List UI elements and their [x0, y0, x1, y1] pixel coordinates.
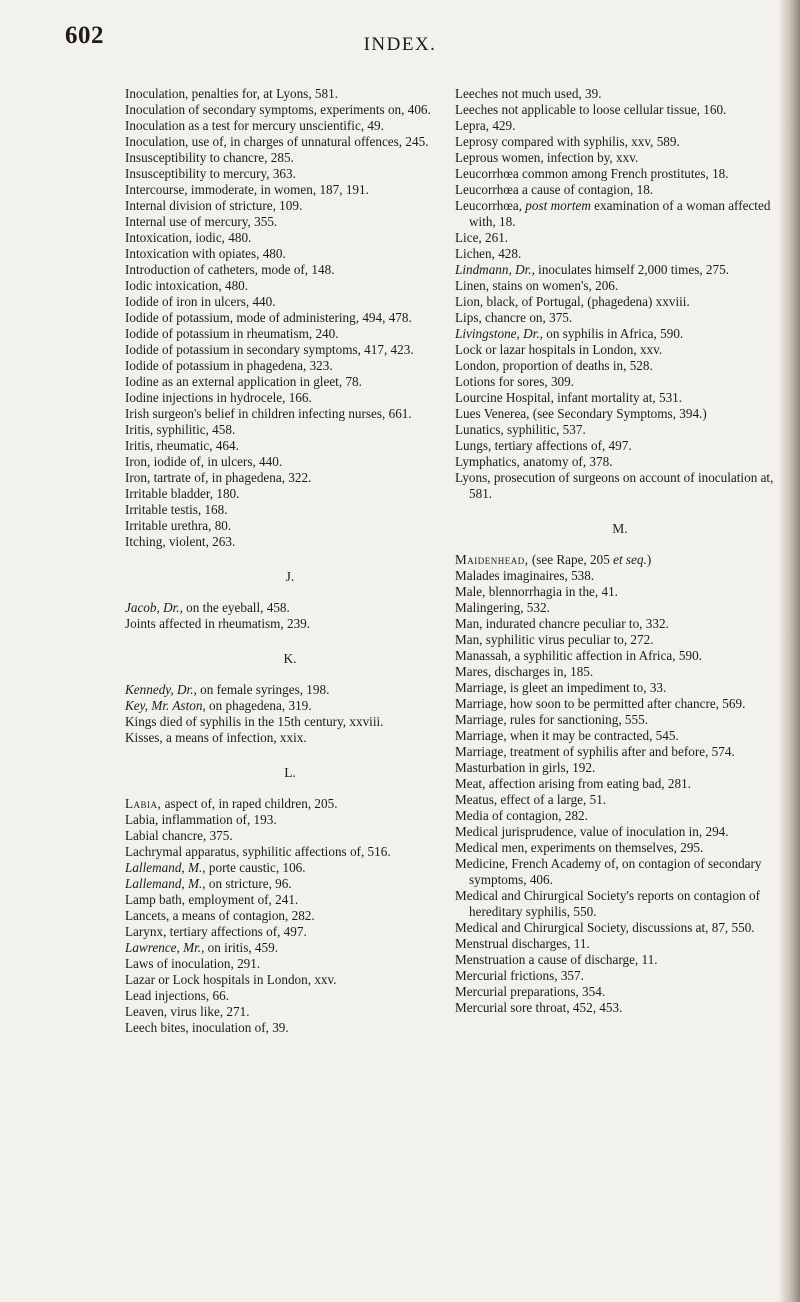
entry-text: Lice, 261. [455, 230, 509, 245]
entry-text: Iodic intoxication, 480. [125, 278, 249, 293]
index-entry [125, 230, 455, 246]
index-entry [125, 358, 455, 374]
index-entry [455, 358, 785, 374]
entry-text: Internal division of stricture, 109. [125, 198, 303, 213]
entry-text: Mercurial preparations, 354. [455, 984, 606, 999]
index-entry [455, 584, 785, 600]
entry-text: Lyons, prosecution of surgeons on account of inoculation at, 581. [455, 470, 774, 501]
index-entry [125, 438, 455, 454]
index-entry [125, 956, 455, 972]
index-entry [455, 808, 785, 824]
index-entry [125, 812, 455, 828]
entry-text: Leucorrhœa common among French prostitutes, 18. [455, 166, 729, 181]
index-entry [455, 968, 785, 984]
index-entry [455, 760, 785, 776]
index-entry [125, 924, 455, 940]
index-entry [455, 744, 785, 760]
entry-text: Mercurial sore throat, 452, 453. [455, 1000, 623, 1015]
section-letter-l: L. [284, 765, 296, 780]
entry-text: Marriage, rules for sanctioning, 555. [455, 712, 648, 727]
index-entry [455, 230, 785, 246]
index-entry [455, 406, 785, 422]
entry-text: on phagedena, 319. [205, 698, 312, 713]
index-entry [125, 892, 455, 908]
index-entry [125, 326, 455, 342]
entry-author-italic: Lawrence, Mr., [125, 940, 205, 955]
entry-text: Iron, tartrate of, in phagedena, 322. [125, 470, 312, 485]
entry-text: porte caustic, 106. [205, 860, 306, 875]
entry-text: Medical jurisprudence, value of inoculation in, 294. [455, 824, 729, 839]
entry-text: Labial chancre, 375. [125, 828, 233, 843]
index-entry [125, 730, 455, 746]
index-entry [125, 278, 455, 294]
index-entry [125, 682, 455, 698]
entry-text: Iron, iodide of, in ulcers, 440. [125, 454, 283, 469]
index-entry [455, 198, 785, 230]
entry-text: Irritable urethra, 80. [125, 518, 232, 533]
index-entry [455, 342, 785, 358]
index-entry [455, 310, 785, 326]
entry-text: Iodine injections in hydrocele, 166. [125, 390, 312, 405]
index-entry [125, 310, 455, 326]
index-entry [455, 262, 785, 278]
entry-text: Iritis, rheumatic, 464. [125, 438, 239, 453]
entry-text: Medicine, French Academy of, on contagion of secondary symptoms, 406. [455, 856, 762, 887]
entry-text: Medical men, experiments on themselves, 295. [455, 840, 704, 855]
index-entry [125, 454, 455, 470]
index-entry [125, 1020, 455, 1036]
entries-k [125, 682, 455, 746]
entry-text: Inoculation as a test for mercury unscientific, 49. [125, 118, 384, 133]
index-entry [455, 390, 785, 406]
entry-text: Irritable bladder, 180. [125, 486, 240, 501]
entry-text: Lymphatics, anatomy of, 378. [455, 454, 613, 469]
entry-text: Leeches not applicable to loose cellular tissue, 160. [455, 102, 727, 117]
index-entry [125, 698, 455, 714]
index-entry [125, 198, 455, 214]
entry-text: Leprous women, infection by, xxv. [455, 150, 639, 165]
index-entry [455, 856, 785, 888]
entry-text: Mercurial frictions, 357. [455, 968, 584, 983]
entry-text: Mares, discharges in, 185. [455, 664, 594, 679]
index-entry [125, 214, 455, 230]
index-entry [125, 262, 455, 278]
entry-text: Intoxication, iodic, 480. [125, 230, 252, 245]
entry-author-italic: Key, Mr. Aston, [125, 698, 206, 713]
entries-l [125, 796, 455, 1036]
entry-text: Man, indurated chancre peculiar to, 332. [455, 616, 669, 631]
entry-text: Lips, chancre on, 375. [455, 310, 573, 325]
entry-text: Kings died of syphilis in the 15th century, xxviii. [125, 714, 384, 729]
index-entry [455, 374, 785, 390]
entry-text: Internal use of mercury, 355. [125, 214, 278, 229]
index-entry [125, 422, 455, 438]
entry-text: Leucorrhœa a cause of contagion, 18. [455, 182, 654, 197]
index-entry [455, 984, 785, 1000]
index-entry [125, 182, 455, 198]
index-entry [455, 728, 785, 744]
index-entry [125, 972, 455, 988]
index-entry [125, 714, 455, 730]
index-entry [125, 796, 455, 812]
index-entry [125, 876, 455, 892]
entry-text: Inoculation, penalties for, at Lyons, 581. [125, 86, 338, 101]
index-entry [125, 470, 455, 486]
index-column-right [455, 86, 785, 1016]
entry-text: Media of contagion, 282. [455, 808, 588, 823]
entry-text: on female syringes, 198. [196, 682, 330, 697]
index-entry [455, 294, 785, 310]
entry-text: Labia, inflammation of, 193. [125, 812, 277, 827]
entry-author-italic: Lallemand, M., [125, 876, 206, 891]
entries-j [125, 600, 455, 632]
entry-text: Leaven, virus like, 271. [125, 1004, 250, 1019]
entry-text: Leucorrhœa, [455, 198, 526, 213]
entry-text: Manassah, a syphilitic affection in Africa, 590. [455, 648, 702, 663]
entry-text: (see Rape, 205 [528, 552, 614, 567]
index-entry [455, 552, 785, 568]
entry-text: inoculates himself 2,000 times, 275. [534, 262, 729, 277]
entry-text: on stricture, 96. [205, 876, 292, 891]
index-entry [455, 632, 785, 648]
entry-text-continued: examination of a woman affected with, 18. [469, 198, 771, 229]
index-entry [455, 664, 785, 680]
entry-text: on the eyeball, 458. [182, 600, 290, 615]
index-entry [455, 182, 785, 198]
section-letter-m: M. [612, 521, 628, 536]
entry-text: Medical and Chirurgical Society's reports on contagion of hereditary syphilis, 550. [455, 888, 761, 919]
index-entry [125, 600, 455, 616]
entry-text: Lazar or Lock hospitals in London, xxv. [125, 972, 337, 987]
entry-text: Meat, affection arising from eating bad, 281. [455, 776, 691, 791]
index-entry [125, 908, 455, 924]
index-entry [455, 952, 785, 968]
entry-text: Iodide of potassium in rheumatism, 240. [125, 326, 339, 341]
entry-text: Marriage, treatment of syphilis after and before, 574. [455, 744, 735, 759]
entry-text: aspect of, in raped children, 205. [161, 796, 338, 811]
index-entry [125, 844, 455, 860]
entry-text: Lunatics, syphilitic, 537. [455, 422, 586, 437]
entry-text: Medical and Chirurgical Society, discussions at, 87, 550. [455, 920, 755, 935]
index-entry [125, 134, 455, 150]
entry-text: Insusceptibility to mercury, 363. [125, 166, 296, 181]
entry-text: Meatus, effect of a large, 51. [455, 792, 607, 807]
entry-text: Lancets, a means of contagion, 282. [125, 908, 315, 923]
index-entry [125, 246, 455, 262]
index-entry [455, 454, 785, 470]
index-entry [125, 294, 455, 310]
index-entry [125, 988, 455, 1004]
entry-text: Iodide of potassium in phagedena, 323. [125, 358, 333, 373]
entry-text: Leeches not much used, 39. [455, 86, 602, 101]
entry-text: Menstruation a cause of discharge, 11. [455, 952, 658, 967]
entry-text: Intercourse, immoderate, in women, 187, 191. [125, 182, 369, 197]
entry-text: Marriage, when it may be contracted, 545. [455, 728, 679, 743]
entry-text: Lichen, 428. [455, 246, 522, 261]
entry-text: Intoxication with opiates, 480. [125, 246, 286, 261]
index-entry [455, 792, 785, 808]
entry-text: Irritable testis, 168. [125, 502, 228, 517]
index-entry [125, 102, 455, 118]
index-entry [125, 406, 455, 422]
entry-text: Malades imaginaires, 538. [455, 568, 595, 583]
entry-text: Joints affected in rheumatism, 239. [125, 616, 311, 631]
index-entry [125, 86, 455, 102]
index-entry [125, 486, 455, 502]
index-entry [125, 502, 455, 518]
entries-i [125, 86, 455, 550]
index-entry [455, 118, 785, 134]
entry-text: Lachrymal apparatus, syphilitic affections of, 516. [125, 844, 391, 859]
entry-text: Leprosy compared with syphilis, xxv, 589. [455, 134, 680, 149]
entry-heading-smallcaps: Labia, [125, 796, 162, 811]
entry-text: Leech bites, inoculation of, 39. [125, 1020, 289, 1035]
section-letter-k: K. [283, 651, 297, 666]
index-entry [455, 680, 785, 696]
entries-l-continued [455, 86, 785, 502]
index-entry [455, 278, 785, 294]
index-entry [125, 1004, 455, 1020]
index-entry [455, 438, 785, 454]
entry-text: Inoculation, use of, in charges of unnatural offences, 245. [125, 134, 429, 149]
entry-text-continued: ) [646, 552, 652, 567]
index-entry [455, 134, 785, 150]
index-entry [455, 470, 785, 502]
index-entry [455, 422, 785, 438]
entry-text: Lamp bath, employment of, 241. [125, 892, 299, 907]
entry-text: Iodide of iron in ulcers, 440. [125, 294, 276, 309]
index-entry [455, 86, 785, 102]
index-entry [125, 390, 455, 406]
entry-text: Larynx, tertiary affections of, 497. [125, 924, 307, 939]
entry-italic-phrase: post mortem [525, 198, 591, 213]
running-title: INDEX. [363, 34, 437, 55]
index-entry [455, 166, 785, 182]
entry-author-italic: Jacob, Dr., [125, 600, 183, 615]
index-entry [455, 1000, 785, 1016]
index-entry [125, 342, 455, 358]
entry-text: Lion, black, of Portugal, (phagedena) xxviii. [455, 294, 690, 309]
entry-text: Iodide of potassium in secondary symptoms, 417, 423. [125, 342, 414, 357]
index-entry [125, 616, 455, 632]
page-number: 602 [65, 22, 104, 49]
index-entry [455, 888, 785, 920]
entry-text: on syphilis in Africa, 590. [542, 326, 684, 341]
entry-text: Lotions for sores, 309. [455, 374, 575, 389]
index-column-left [125, 86, 455, 1036]
entry-text: Iodide of potassium, mode of administering, 494, 478. [125, 310, 412, 325]
entry-text: Introduction of catheters, mode of, 148. [125, 262, 335, 277]
entry-text: Male, blennorrhagia in the, 41. [455, 584, 618, 599]
index-entry [455, 326, 785, 342]
index-entry [125, 860, 455, 876]
entry-italic-phrase: et seq. [613, 552, 647, 567]
entry-text: Malingering, 532. [455, 600, 550, 615]
entry-author-italic: Lindmann, Dr., [455, 262, 535, 277]
entry-text: Insusceptibility to chancre, 285. [125, 150, 294, 165]
entry-author-italic: Kennedy, Dr., [125, 682, 197, 697]
entry-text: Kisses, a means of infection, xxix. [125, 730, 307, 745]
index-entry [455, 776, 785, 792]
index-entry [455, 616, 785, 632]
entry-text: Lock or lazar hospitals in London, xxv. [455, 342, 663, 357]
entry-text: Man, syphilitic virus peculiar to, 272. [455, 632, 654, 647]
entry-author-italic: Lallemand, M., [125, 860, 206, 875]
index-entry [455, 824, 785, 840]
entry-author-italic: Livingstone, Dr., [455, 326, 543, 341]
entry-text: Lepra, 429. [455, 118, 516, 133]
index-entry [455, 102, 785, 118]
index-entry [455, 600, 785, 616]
index-entry [455, 840, 785, 856]
index-entry [455, 568, 785, 584]
index-entry [125, 118, 455, 134]
entry-text: Laws of inoculation, 291. [125, 956, 261, 971]
entry-text: Marriage, is gleet an impediment to, 33. [455, 680, 667, 695]
entries-m [455, 552, 785, 1016]
entry-text: Lues Venerea, (see Secondary Symptoms, 394.) [455, 406, 707, 421]
index-entry [125, 374, 455, 390]
entry-text: Iritis, syphilitic, 458. [125, 422, 236, 437]
index-entry [455, 920, 785, 936]
index-entry [455, 712, 785, 728]
index-entry [125, 166, 455, 182]
entry-text: Menstrual discharges, 11. [455, 936, 590, 951]
entry-text: Masturbation in girls, 192. [455, 760, 596, 775]
index-entry [455, 648, 785, 664]
index-entry [455, 696, 785, 712]
entry-text: Iodine as an external application in gleet, 78. [125, 374, 362, 389]
section-letter-j: J. [285, 569, 295, 584]
entry-text: Itching, violent, 263. [125, 534, 236, 549]
index-entry [125, 150, 455, 166]
index-entry [125, 828, 455, 844]
index-entry [455, 936, 785, 952]
entry-text: Linen, stains on women's, 206. [455, 278, 619, 293]
index-entry [125, 518, 455, 534]
entry-text: Irish surgeon's belief in children infecting nurses, 661. [125, 406, 412, 421]
entry-text: on iritis, 459. [204, 940, 279, 955]
index-entry [455, 150, 785, 166]
entry-text: London, proportion of deaths in, 528. [455, 358, 653, 373]
index-entry [125, 940, 455, 956]
entry-text: Marriage, how soon to be permitted after chancre, 569. [455, 696, 746, 711]
index-entry [455, 246, 785, 262]
index-entry [125, 534, 455, 550]
entry-heading-smallcaps: Maidenhead, [455, 552, 529, 567]
entry-text: Lead injections, 66. [125, 988, 230, 1003]
entry-text: Lungs, tertiary affections of, 497. [455, 438, 632, 453]
entry-text: Lourcine Hospital, infant mortality at, 531. [455, 390, 683, 405]
entry-text: Inoculation of secondary symptoms, experiments on, 406. [125, 102, 431, 117]
